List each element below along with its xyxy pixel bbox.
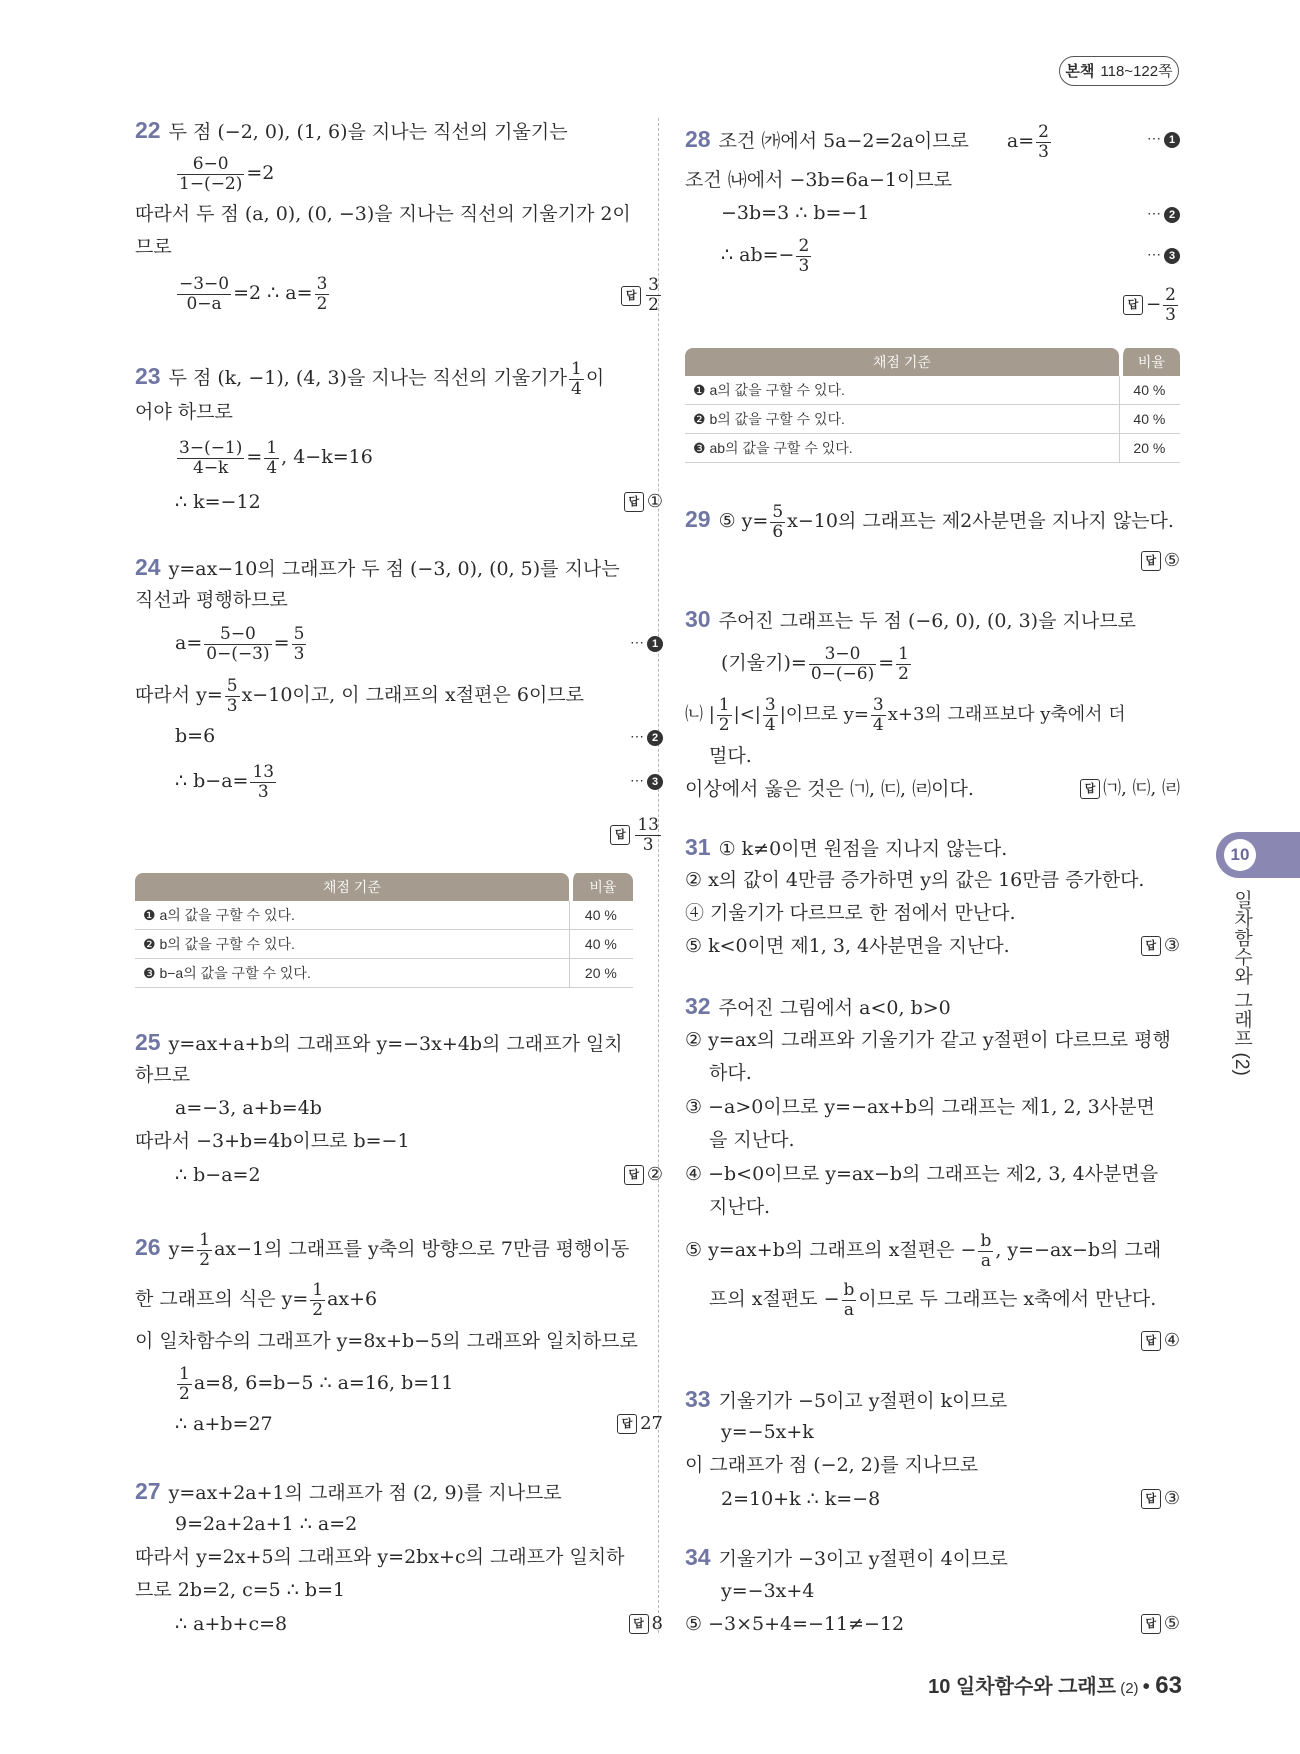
answer-31: 답 ③	[1141, 932, 1180, 960]
answer-29: 답 ⑤	[1141, 547, 1180, 575]
problem-29: 29 ⑤ y= $\frac{5}{6}$ x−10의 그래프는 제2사분면을 지나지 않는다.	[685, 501, 1174, 542]
problem-30: 30 주어진 그래프는 두 점 (−6, 0), (0, 3)을 지나므로	[685, 606, 1136, 632]
grading-criteria-table-24: 채점 기준 비율 ❶ a의 값을 구할 수 있다. 40 % ❷ b의 값을 구할 수 있다. 40 % ❸ b−a의 값을 구할 수 있다. 20 %	[135, 873, 633, 988]
problem-25: 25 y=ax+a+b의 그래프와 y=−3x+4b의 그래프가 일치	[135, 1029, 623, 1055]
problem-26: 26 y= $\frac{1}{2}$ ax−1의 그래프를 y축의 방향으로 7만큼 평행이동	[135, 1229, 630, 1270]
step-marker-2: ⋯ 2	[630, 728, 663, 746]
problem-22: 22 두 점 (−2, 0), (1, 6)을 지나는 직선의 기울기는	[135, 117, 568, 143]
answer-34: 답 ⑤	[1141, 1610, 1180, 1638]
answer-33: 답 ③	[1141, 1485, 1180, 1513]
grading-criteria-table-28: 채점 기준 비율 ❶ a의 값을 구할 수 있다. 40 % ❷ b의 값을 구할 수 있다. 40 % ❸ ab의 값을 구할 수 있다. 20 %	[685, 348, 1180, 463]
problem-23: 23 두 점 (k, −1), (4, 3)을 지나는 직선의 기울기가 $\frac{1}{4}$ 이	[135, 358, 605, 399]
answer-30: 답 ㈀, ㈂, ㈃	[1080, 775, 1180, 803]
column-divider	[658, 118, 659, 1633]
answer-24: 답 $\frac{13}{3}$	[610, 812, 663, 858]
problem-28: 28 조건 ㈎에서 5a−2=2a이므로 a= $\frac{2}{3}$	[685, 121, 1049, 162]
page-reference-badge: 본책 118~122쪽	[1059, 56, 1179, 86]
step-marker-1: ⋯ 1	[630, 634, 663, 652]
problem-33: 33 기울기가 −5이고 y절편이 k이므로	[685, 1386, 1008, 1412]
answer-27: 답 8	[629, 1610, 663, 1638]
problem-34: 34 기울기가 −3이고 y절편이 4이므로	[685, 1544, 1008, 1570]
answer-32: 답 ④	[1141, 1327, 1180, 1355]
page-number: 63	[1155, 1672, 1182, 1699]
answer-26: 답 27	[617, 1410, 663, 1438]
step-marker-1: ⋯ 1	[1147, 130, 1180, 148]
answer-25: 답 ②	[624, 1161, 663, 1189]
answer-28: 답 − $\frac{2}{3}$	[1123, 284, 1180, 326]
chapter-side-tab: 10	[1216, 832, 1300, 878]
page-footer: 10 일차함수와 그래프 (2) • 63	[928, 1672, 1182, 1699]
step-marker-2: ⋯ 2	[1147, 205, 1180, 223]
problem-24: 24 y=ax−10의 그래프가 두 점 (−3, 0), (0, 5)를 지나는	[135, 554, 620, 580]
chapter-side-title: 일차함수와 그래프 (2)	[1231, 890, 1252, 1076]
answer-23: 답 ①	[624, 488, 663, 516]
problem-32: 32 주어진 그림에서 a<0, b>0	[685, 993, 951, 1019]
answer-22: 답 $\frac{3}{2}$	[621, 276, 663, 315]
problem-27: 27 y=ax+2a+1의 그래프가 점 (2, 9)를 지나므로	[135, 1478, 562, 1504]
step-marker-3: ⋯ 3	[1147, 246, 1180, 264]
step-marker-3: ⋯ 3	[630, 772, 663, 790]
problem-31: 31 ① k≠0이면 원점을 지나지 않는다.	[685, 834, 1008, 860]
